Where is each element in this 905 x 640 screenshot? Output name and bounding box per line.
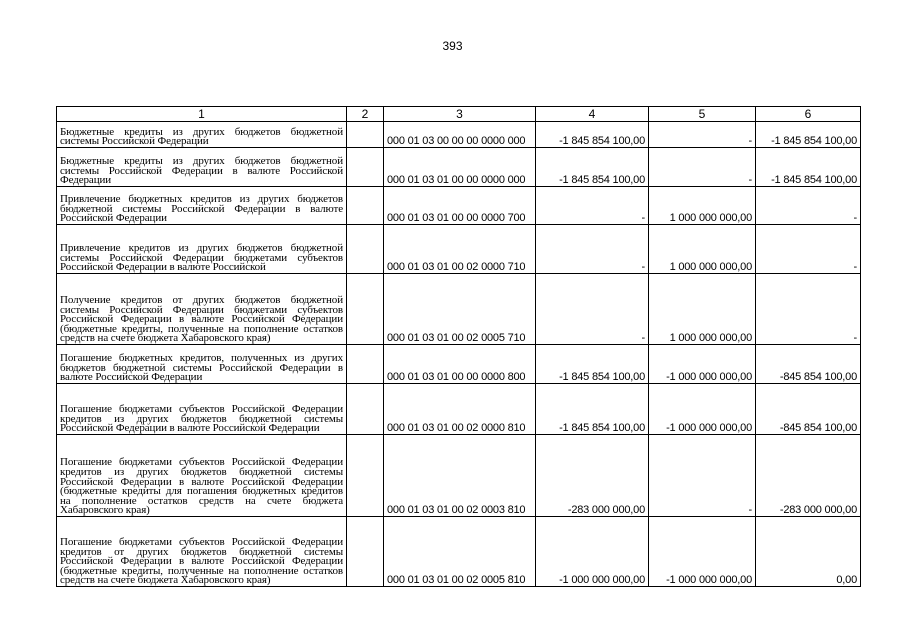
row-description: Бюджетные кредиты из других бюджетов бюджетной системы Российской Федерации [57, 122, 347, 148]
row-empty-cell [347, 274, 384, 345]
header-col-2: 2 [347, 107, 384, 122]
row-code: 000 01 03 00 00 00 0000 000 [384, 122, 536, 148]
row-value-6: - [756, 187, 861, 225]
row-value-4: -1 845 854 100,00 [536, 148, 649, 187]
row-value-4: -1 845 854 100,00 [536, 345, 649, 384]
row-value-5: - [649, 148, 756, 187]
row-value-6: -1 845 854 100,00 [756, 122, 861, 148]
row-value-6: 0,00 [756, 517, 861, 587]
table-row [57, 148, 861, 187]
row-description: Привлечение бюджетных кредитов из других бюджетов бюджетной системы Российской Федерации в валюте Российской Федерации [57, 187, 347, 225]
row-value-4: -283 000 000,00 [536, 435, 649, 517]
row-code: 000 01 03 01 00 02 0005 810 [384, 517, 536, 587]
header-row [57, 107, 861, 122]
row-code: 000 01 03 01 00 02 0005 710 [384, 274, 536, 345]
row-value-6: -845 854 100,00 [756, 384, 861, 435]
row-code: 000 01 03 01 00 00 0000 000 [384, 148, 536, 187]
table-row [57, 187, 861, 225]
row-code: 000 01 03 01 00 00 0000 800 [384, 345, 536, 384]
row-value-5: -1 000 000 000,00 [649, 345, 756, 384]
row-value-6: - [756, 274, 861, 345]
row-description: Погашение бюджетами субъектов Российской Федерации кредитов из других бюджетов бюджетной системы Российской Федерации в валюте Российской Федерации [57, 384, 347, 435]
row-value-5: 1 000 000 000,00 [649, 274, 756, 345]
header-col-6: 6 [756, 107, 861, 122]
row-value-5: 1 000 000 000,00 [649, 187, 756, 225]
row-empty-cell [347, 435, 384, 517]
row-description: Бюджетные кредиты из других бюджетов бюджетной системы Российской Федерации в валюте Российской Федерации [57, 148, 347, 187]
row-empty-cell [347, 148, 384, 187]
table-row [57, 517, 861, 587]
header-col-4: 4 [536, 107, 649, 122]
page-number: 393 [442, 39, 463, 53]
row-value-4: -1 845 854 100,00 [536, 122, 649, 148]
table-row [57, 225, 861, 274]
row-empty-cell [347, 122, 384, 148]
row-description: Погашение бюджетных кредитов, полученных из других бюджетов бюджетной системы Российской Федерации в валюте Российской Федерации [57, 345, 347, 384]
row-empty-cell [347, 384, 384, 435]
row-value-4: -1 000 000 000,00 [536, 517, 649, 587]
row-value-4: - [536, 274, 649, 345]
table-row [57, 274, 861, 345]
table-row [57, 345, 861, 384]
budget-credits-table [56, 106, 861, 587]
header-col-1: 1 [57, 107, 347, 122]
row-value-6: -1 845 854 100,00 [756, 148, 861, 187]
row-description: Привлечение кредитов из других бюджетов бюджетной системы Российской Федерации бюджетами субъектов Российской Федерации в валюте Российской [57, 225, 347, 274]
row-empty-cell [347, 345, 384, 384]
row-empty-cell [347, 187, 384, 225]
row-value-4: - [536, 187, 649, 225]
row-description: Получение кредитов от других бюджетов бюджетной системы Российской Федерации бюджетами субъектов Российской Федерации в валюте Российской Федерации (бюджетные кредиты, полученные на пополнение остатков средств на счете бюджета Хабаровского края) [57, 274, 347, 345]
row-value-5: -1 000 000 000,00 [649, 517, 756, 587]
row-description: Погашение бюджетами субъектов Российской Федерации кредитов от других бюджетов бюджетной системы Российской Федерации в валюте Российской Федерации (бюджетные кредиты, полученные на пополнение остатков средств на счете бюджета Хабаровского края) [57, 517, 347, 587]
table-row [57, 384, 861, 435]
row-value-6: -845 854 100,00 [756, 345, 861, 384]
row-empty-cell [347, 517, 384, 587]
row-code: 000 01 03 01 00 02 0000 710 [384, 225, 536, 274]
row-code: 000 01 03 01 00 00 0000 700 [384, 187, 536, 225]
table-row [57, 435, 861, 517]
row-value-5: 1 000 000 000,00 [649, 225, 756, 274]
row-value-4: -1 845 854 100,00 [536, 384, 649, 435]
row-value-5: - [649, 122, 756, 148]
row-value-5: -1 000 000 000,00 [649, 384, 756, 435]
header-col-5: 5 [649, 107, 756, 122]
header-col-3: 3 [384, 107, 536, 122]
row-empty-cell [347, 225, 384, 274]
row-code: 000 01 03 01 00 02 0000 810 [384, 384, 536, 435]
row-value-4: - [536, 225, 649, 274]
row-code: 000 01 03 01 00 02 0003 810 [384, 435, 536, 517]
row-value-6: -283 000 000,00 [756, 435, 861, 517]
row-value-6: - [756, 225, 861, 274]
row-value-5: - [649, 435, 756, 517]
row-description: Погашение бюджетами субъектов Российской Федерации кредитов из других бюджетов бюджетной системы Российской Федерации в валюте Российской Федерации (бюджетные кредиты для погашения бюджетных кредитов на пополнение остатков средств на счете бюджета Хабаровского края) [57, 435, 347, 517]
table-row [57, 122, 861, 148]
